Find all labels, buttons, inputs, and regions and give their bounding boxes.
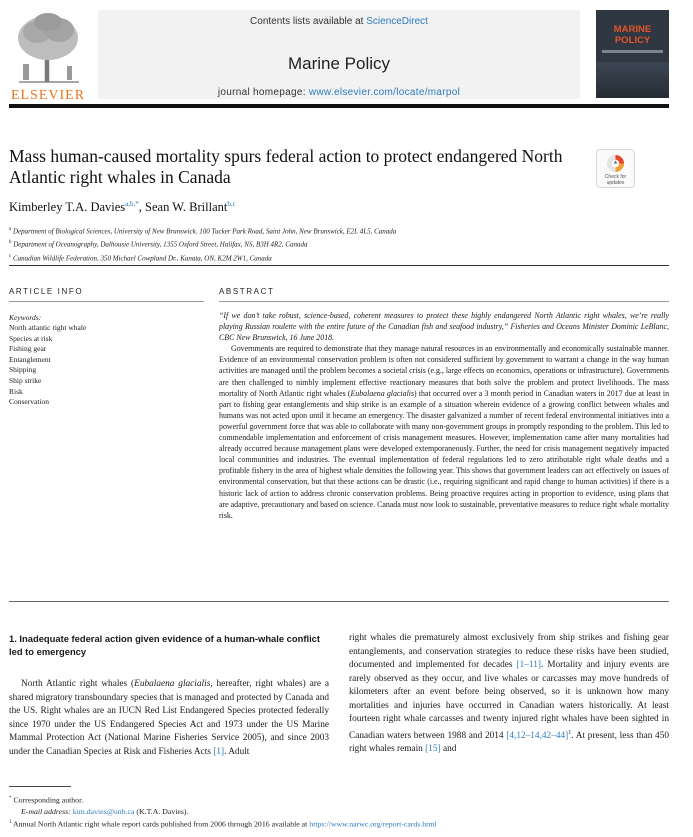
affiliation	[9, 251, 669, 264]
affiliation	[9, 224, 669, 237]
elsevier-tree-icon	[9, 10, 87, 84]
report-cards-link[interactable]: https://www.narwc.org/report-cards.html	[309, 820, 437, 829]
affiliations	[9, 224, 669, 264]
journal-cover-image[interactable]	[596, 10, 669, 98]
affiliation-text: Department of Oceanography, Dalhousie University, 1355 Oxford Street, Halifax, NS, B3H 4R2, Canada	[13, 240, 308, 249]
sciencedirect-link[interactable]: ScienceDirect	[366, 16, 428, 27]
keyword-item: North atlantic right whale	[9, 323, 87, 332]
affiliation-text: Department of Biological Sciences, University of New Brunswick. 100 Tucker Park Road, Saint John, New Brunswick, E2L 4L5, Canada	[12, 227, 397, 236]
species-name: Eubalaena glacialis	[134, 679, 211, 689]
body-text: . At present, less than 450 right whales remain	[349, 730, 670, 755]
abstract-text: ) that occurred over a 3 month period in Canadian waters in 2017 due at least in part to fishing gear entanglements and ship strike is an example of a situation wherein evidence of a growing conflict between whales and humans was not acted upon until it became an emergency. The disaster galvanized a number of recent federal environmental initiatives into a powerful government force that was able to collaborate with many non-government groups in promptly responding to the problem. This led to commendable implementation and enforcement of crisis management measures. However, implementation came after many mortalities had already occurred because management plans were developed extemporaneously. Further, the need for crisis management negatively impacted local communities and industries. The eventual implementation of federal regulations led to zero attributable right whale deaths and a profitable fishery in the area of highest whale densities the following year. This shows that government leaders can act effectively on issues of environmental conservation, but that these actions can be drastic (i.e., requiring significant and rapid change to human activities) if there is a historic lack of action to address chronic conservation problems. Being proactive requires acting in proportion to evidence, using plans that are adaptive, precautionary and based on science. Canada must now look to sustainable, preventative measures to reduce right whale mortality risk.	[219, 388, 670, 520]
affiliation-text: Canadian Wildlife Federation, 350 Michael Cowpland Dr., Kanata, ON, K2M 2W1, Canada	[12, 253, 272, 262]
corresponding-text: Corresponding author.	[13, 795, 84, 805]
journal-homepage-line	[98, 87, 580, 98]
elsevier-logo[interactable]	[9, 10, 87, 102]
footnote-text: Annual North Atlantic right whale report cards published from 2006 through 2016 available at	[13, 820, 308, 829]
author-name[interactable]: Sean W. Brillant	[145, 200, 228, 215]
contents-prefix: Contents lists available at	[250, 16, 364, 27]
check-for-updates-line2: updates	[606, 180, 625, 186]
keyword-item: Conservation	[9, 397, 49, 407]
body-text: North Atlantic right whales (	[21, 679, 135, 689]
email-link[interactable]: kim.davies@unb.ca	[72, 807, 135, 816]
author-marks[interactable]: b,c	[227, 200, 236, 208]
body-paragraph	[349, 632, 669, 757]
citation-link[interactable]: [15]	[425, 744, 441, 755]
cover-artwork	[596, 62, 669, 98]
cover-subtitle-bar	[602, 50, 663, 53]
body-text: . Adult	[224, 746, 250, 757]
keyword-item: Species at risk	[9, 333, 53, 343]
email-note	[9, 806, 669, 817]
keyword-item: Ship strike	[9, 375, 42, 385]
keyword-list	[9, 323, 86, 408]
footnote-mark: 1	[9, 820, 12, 826]
body-text: and	[440, 744, 457, 755]
asterisk-mark: *	[9, 796, 12, 801]
quote-attribution: Fisheries and Oceans Minister Dominic LeBlanc, CBC New Brunswick, 16 June 2018.	[219, 322, 669, 343]
affiliation	[9, 237, 669, 250]
abstract-text: Governments are required to demonstrate that they manage natural resources in an environmentally and economically sustainable manner. Evidence of an environmental conservation problem is often not considered sufficient by government to warrant a change in the way human activities are managed until the problem becomes a societal crisis (e.g., large effects on economics, operations or infrastructure). Governments are then challenged to nimbly implement effective reactionary measures that both solve the problem and protect livelihoods. The mass mortality of North Atlantic right whales (	[219, 344, 669, 398]
homepage-prefix: journal homepage:	[217, 87, 306, 98]
body-text: right whales die prematurely almost exclusively from ship strikes and fishing gear entanglements, and conservation strategies to reduce these risks have been studied, documented and implemented for decades	[349, 633, 669, 670]
abstract-end-rule	[9, 601, 669, 602]
section-heading: 1. Inadequate federal action given evidence of a human-whale conflict led to emergency	[9, 633, 321, 657]
author-marks[interactable]: a,b,*	[125, 200, 139, 208]
abstract-heading: ABSTRACT	[219, 287, 275, 296]
corresponding-author-note	[9, 793, 669, 806]
body-column-left	[9, 632, 329, 759]
abstract-epigraph	[219, 310, 669, 343]
author-name[interactable]: Kimberley T.A. Davies	[9, 200, 126, 215]
affiliations-rule	[9, 265, 669, 266]
abstract-body	[219, 310, 669, 521]
citation-link[interactable]: [1–11]	[516, 660, 541, 670]
email-suffix: (K.T.A. Davies).	[136, 807, 189, 816]
keyword-item: Risk	[9, 386, 23, 396]
journal-masthead	[98, 10, 580, 99]
check-for-updates-line1: Check for	[604, 174, 627, 180]
footnote-rule	[9, 786, 71, 787]
journal-homepage-link[interactable]: www.elsevier.com/locate/marpol	[308, 87, 461, 98]
keywords-label: Keywords:	[9, 313, 42, 322]
body-text: , hereafter, right whales) are a shared migratory transboundary species that is managed and protected by Canada and the US. Right whales are an IUCN Red List Endangered Species protected federally since 1970 under the US Endangered Species Act and 1973 under the US Marine Mammal Protection Act (National Marine Fisheries Service 2005), and since 2003 under the Canadian Species at Risk and Fisheries Acts	[9, 679, 329, 757]
body-text: . Mortality and injury events are rarely observed as they occur, and live whales or carcasses may move hundreds of kilometers after an event before being observed, so it is unknown how many mortalities and injuries have occurred in Canadian waters historically. At least fourteen right whale carcasses and twenty injured right whales have been sighted in Canadian waters between 1988 and 2014	[349, 660, 669, 741]
body-paragraph	[9, 678, 329, 759]
body-column-right	[349, 632, 669, 757]
keyword-item: Fishing gear	[9, 344, 47, 354]
footnote-1	[9, 817, 669, 830]
contents-line	[98, 16, 580, 27]
check-for-updates-icon	[606, 154, 625, 173]
author-list: Kimberley T.A. Davies$^{a,b,*}$, Sean W. Brillant$^{b,c}$	[9, 200, 236, 215]
abstract-paragraph	[219, 343, 669, 521]
abstract-quote: “If we don’t take robust, science-based, coherent measures to protect these highly endangered North Atlantic right whales, we’re really playing Russian roulette with the entire future of the Canadian fish and seafood industry,”	[219, 311, 669, 332]
affiliation-mark: c	[9, 253, 12, 259]
citation-link[interactable]: [1]	[213, 746, 225, 757]
cover-title: MARINE POLICY	[613, 24, 652, 46]
check-for-updates-label	[597, 174, 634, 186]
email-label: E-mail address:	[21, 807, 71, 816]
article-title: Mass human-caused mortality spurs federal action to protect endangered North Atlantic right whales in Canada	[9, 146, 563, 187]
check-for-updates-button[interactable]	[596, 149, 635, 188]
affiliation-mark: a	[9, 227, 12, 232]
elsevier-wordmark: ELSEVIER	[10, 88, 86, 103]
footnotes	[9, 793, 669, 830]
affiliation-mark: b	[9, 240, 12, 246]
journal-title: Marine Policy	[287, 54, 391, 73]
keyword-item: Entanglement	[9, 354, 51, 364]
citation-link[interactable]: [4,12–14,42–44]	[506, 730, 569, 741]
species-name: Eubalaena glacialis	[350, 388, 415, 398]
footnote-marker[interactable]: 1	[568, 729, 572, 736]
header-rule	[9, 104, 669, 108]
article-info-heading: ARTICLE INFO	[9, 287, 84, 296]
abstract-rule	[219, 301, 669, 302]
article-info-rule	[9, 301, 204, 302]
keyword-item: Shipping	[9, 365, 37, 375]
